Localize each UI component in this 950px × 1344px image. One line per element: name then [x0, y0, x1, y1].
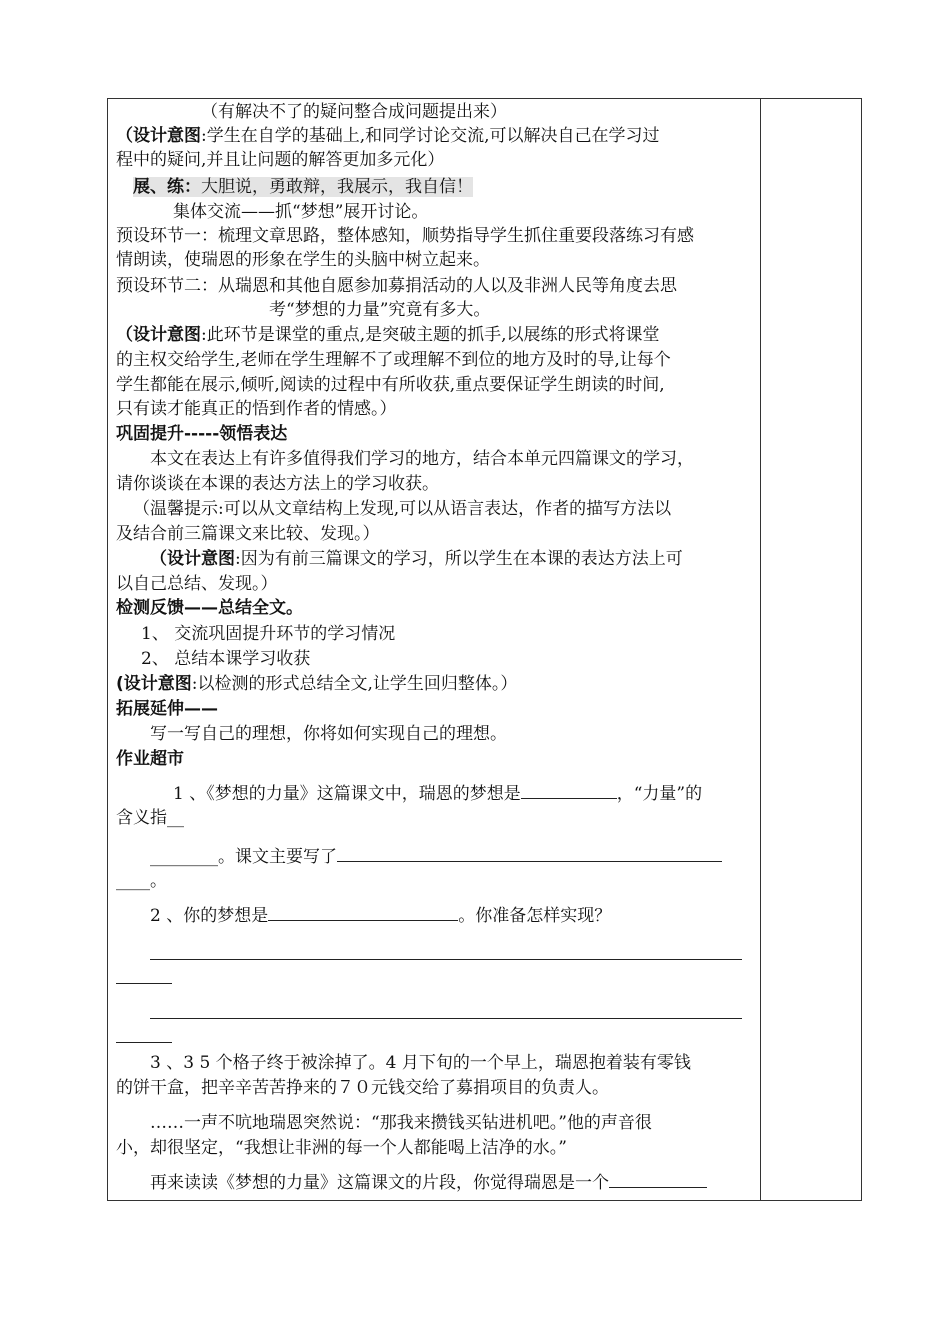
text: :因为有前三篇课文的学习，所以学生在本课的表达方法上可 — [235, 549, 683, 569]
text-line: 学生都能在展示,倾听,阅读的过程中有所收获,重点要保证学生朗读的时间, — [116, 375, 665, 395]
section-heading-homework: 作业超市 — [116, 749, 184, 769]
text-line: 的主权交给学生,老师在学生理解不了或理解不到位的地方及时的导,让每个 — [116, 350, 671, 370]
design-intent-label: （设计意图 — [116, 325, 201, 345]
text-line: 只有读才能真正的悟到作者的情感。） — [116, 399, 397, 419]
text-line: （有解决不了的疑问整合成问题提出来） — [201, 102, 507, 122]
answer-line[interactable] — [150, 943, 742, 967]
question-1-line: 1 、《梦想的力量》这篇课文中，瑞恩的梦想是 ，“力量”的 — [173, 784, 703, 804]
text-line: 考“梦想的力量”究竟有多大。 — [269, 300, 491, 320]
question-2-line: 2 、你的梦想是 。你准备怎样实现？ — [150, 906, 612, 926]
quote-line: 小，却很坚定，“我想让非洲的每一个人都能喝上洁净的水。” — [116, 1138, 567, 1158]
quote-line: ……一声不吭地瑞恩突然说：“那我来攒钱买钻进机吧。”他的声音很 — [150, 1113, 652, 1133]
design-intent-line — [116, 124, 660, 148]
text-line: 写一写自己的理想，你将如何实现自己的理想。 — [150, 724, 507, 744]
question-3-line: 再来读读《梦想的力量》这篇课文的片段，你觉得瑞恩是一个 — [150, 1171, 707, 1195]
text-line: 本文在表达上有许多值得我们学习的地方，结合本单元四篇课文的学习， — [150, 449, 694, 469]
answer-blank[interactable] — [609, 1171, 707, 1188]
answer-blank[interactable] — [337, 845, 722, 862]
text-line: 及结合前三篇课文来比较、发现。） — [116, 524, 380, 544]
list-item: 1、 交流巩固提升环节的学习情况 — [141, 624, 396, 644]
section-heading-extension: 拓展延伸—— — [116, 699, 218, 719]
text-line: ____。 — [116, 871, 167, 891]
answer-blank[interactable] — [521, 782, 617, 799]
section-label: 展、练： — [133, 177, 201, 197]
text: 大胆说，勇敢辩，我展示，我自信！ — [201, 177, 473, 197]
text: :此环节是课堂的重点,是突破主题的抓手,以展练的形式将课堂 — [201, 325, 660, 345]
table-column-divider — [760, 98, 761, 1201]
design-intent-line — [116, 672, 517, 696]
text-line: 预设环节二：从瑞恩和其他自愿参加募捐活动的人以及非洲人民等角度去思 — [116, 276, 677, 296]
design-intent-label: （设计意图 — [150, 549, 235, 569]
design-intent-label: （设计意图 — [116, 126, 201, 146]
text: :学生在自学的基础上,和同学讨论交流,可以解决自己在学习过 — [201, 126, 660, 146]
answer-line[interactable] — [116, 967, 172, 991]
text: :以检测的形式总结全文,让学生回归整体。） — [191, 674, 518, 694]
text-line: 情朗读，使瑞恩的形象在学生的头脑中树立起来。 — [116, 250, 490, 270]
text-line: 以自己总结、发现。） — [116, 574, 278, 594]
text-line: 预设环节一：梳理文章思路，整体感知，顺势指导学生抓住重要段落练习有感 — [116, 226, 694, 246]
text-line: 的饼干盒，把辛辛苦苦挣来的７０元钱交给了募捐项目的负责人。 — [116, 1078, 609, 1098]
question-1-continued: ________。课文主要写了 — [150, 845, 722, 869]
section-heading-show-practice — [133, 175, 473, 199]
text-line: 集体交流——抓“梦想”展开讨论。 — [173, 202, 429, 222]
section-heading-consolidate: 巩固提升-----领悟表达 — [116, 424, 288, 444]
text-line: 3 、3 5 个格子终于被涂掉了。4 月下旬的一个早上，瑞恩抱着装有零钱 — [150, 1053, 691, 1073]
answer-line[interactable] — [150, 1002, 742, 1026]
design-intent-line — [150, 547, 683, 571]
design-intent-line — [116, 323, 660, 347]
answer-blank[interactable] — [268, 904, 458, 921]
section-heading-feedback: 检测反馈——总结全文。 — [116, 598, 303, 618]
text-line: 程中的疑问,并且让问题的解答更加多元化） — [116, 150, 445, 170]
text-line: 含义指__ — [116, 808, 184, 828]
text-line: 请你谈谈在本课的表达方法上的学习收获。 — [116, 474, 439, 494]
tip-line: （温馨提示:可以从文章结构上发现,可以从语言表达，作者的描写方法以 — [133, 499, 672, 519]
list-item: 2、 总结本课学习收获 — [141, 649, 311, 669]
answer-line[interactable] — [116, 1026, 172, 1050]
design-intent-label: (设计意图 — [116, 674, 192, 694]
